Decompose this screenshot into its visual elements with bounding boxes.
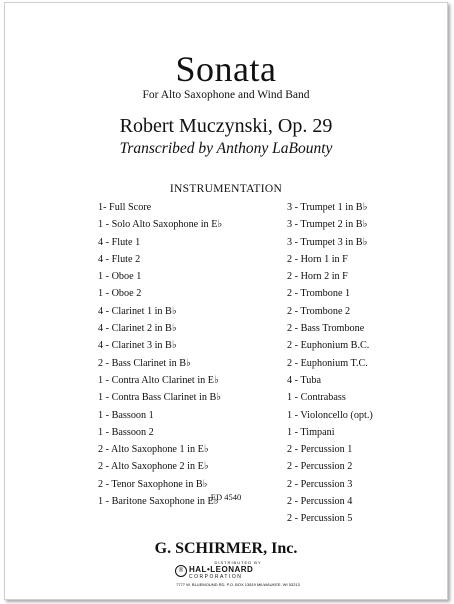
list-item: 2 - Trombone 1 — [287, 288, 351, 300]
list-item: 1 - Solo Alto Saxophone in E♭ — [98, 219, 223, 231]
list-item: 2 - Alto Saxophone 2 in E♭ — [98, 461, 209, 473]
list-item: 2 - Alto Saxophone 1 in E♭ — [98, 444, 209, 456]
list-item: 1 - Violoncello (opt.) — [287, 409, 373, 421]
list-item: 2 - Bass Clarinet in B♭ — [98, 357, 191, 369]
score-cover-page — [4, 2, 448, 600]
list-item: 1 - Contra Bass Clarinet in B♭ — [98, 392, 222, 404]
distributor-corporation: CORPORATION — [189, 574, 243, 580]
list-item: 1- Full Score — [98, 202, 152, 213]
list-item: 3 - Trumpet 2 in B♭ — [287, 219, 368, 231]
list-item: 1 - Baritone Saxophone in E♭ — [98, 496, 219, 508]
list-item: 1 - Timpani — [287, 426, 335, 438]
instrumentation-heading: INSTRUMENTATION — [169, 183, 283, 195]
list-item: 4 - Clarinet 1 in B♭ — [98, 305, 177, 317]
list-item: 2 - Euphonium T.C. — [287, 357, 368, 369]
publisher-name: G. SCHIRMER, Inc. — [154, 540, 298, 557]
instrumentation-list-right — [287, 199, 373, 528]
hal-leonard-logo-icon: ® — [175, 565, 187, 577]
instrumentation-list-left — [98, 199, 222, 510]
list-item: 2 - Euphonium B.C. — [287, 340, 370, 352]
list-item: 2 - Percussion 3 — [287, 478, 353, 490]
list-item: 2 - Bass Trombone — [287, 323, 365, 335]
list-item: 3 - Trumpet 3 in B♭ — [287, 236, 368, 248]
list-item: 2 - Percussion 1 — [287, 444, 353, 456]
list-item: 2 - Horn 1 in F — [287, 253, 348, 265]
list-item: 2 - Horn 2 in F — [287, 271, 348, 283]
list-item: 4 - Flute 2 — [98, 253, 141, 265]
page-title: Sonata — [175, 49, 277, 89]
list-item: 2 - Trombone 2 — [287, 305, 351, 317]
composer: Robert Muczynski, Op. 29 — [119, 115, 333, 137]
distributor-block — [153, 560, 323, 594]
edition-number: ED 4540 — [210, 492, 242, 502]
list-item: 1 - Contrabass — [287, 392, 346, 404]
list-item: 4 - Flute 1 — [98, 236, 141, 248]
subtitle: For Alto Saxophone and Wind Band — [142, 89, 310, 101]
list-item: 2 - Tenor Saxophone in B♭ — [98, 478, 208, 490]
distributor-address: 7777 W. BLUEMOUND RD. P.O. BOX 13819 MILWAUKEE, WI 53213 — [176, 582, 300, 587]
distributor-label: DISTRIBUTED BY — [214, 560, 262, 565]
list-item: 4 - Clarinet 2 in B♭ — [98, 323, 177, 335]
list-item: 4 - Tuba — [287, 374, 321, 386]
list-item: 2 - Percussion 2 — [287, 461, 353, 473]
list-item: 2 - Percussion 4 — [287, 496, 353, 508]
distributor-name: HAL•LEONARD — [189, 565, 254, 574]
list-item: 2 - Percussion 5 — [287, 513, 353, 525]
list-item: 1 - Oboe 1 — [98, 271, 142, 283]
list-item: 1 - Oboe 2 — [98, 288, 142, 300]
list-item: 1 - Bassoon 2 — [98, 426, 154, 438]
list-item: 1 - Contra Alto Clarinet in E♭ — [98, 374, 219, 386]
list-item: 1 - Bassoon 1 — [98, 409, 154, 421]
transcriber: Transcribed by Anthony LaBounty — [119, 140, 333, 157]
list-item: 4 - Clarinet 3 in B♭ — [98, 340, 177, 352]
list-item: 3 - Trumpet 1 in B♭ — [287, 202, 368, 213]
